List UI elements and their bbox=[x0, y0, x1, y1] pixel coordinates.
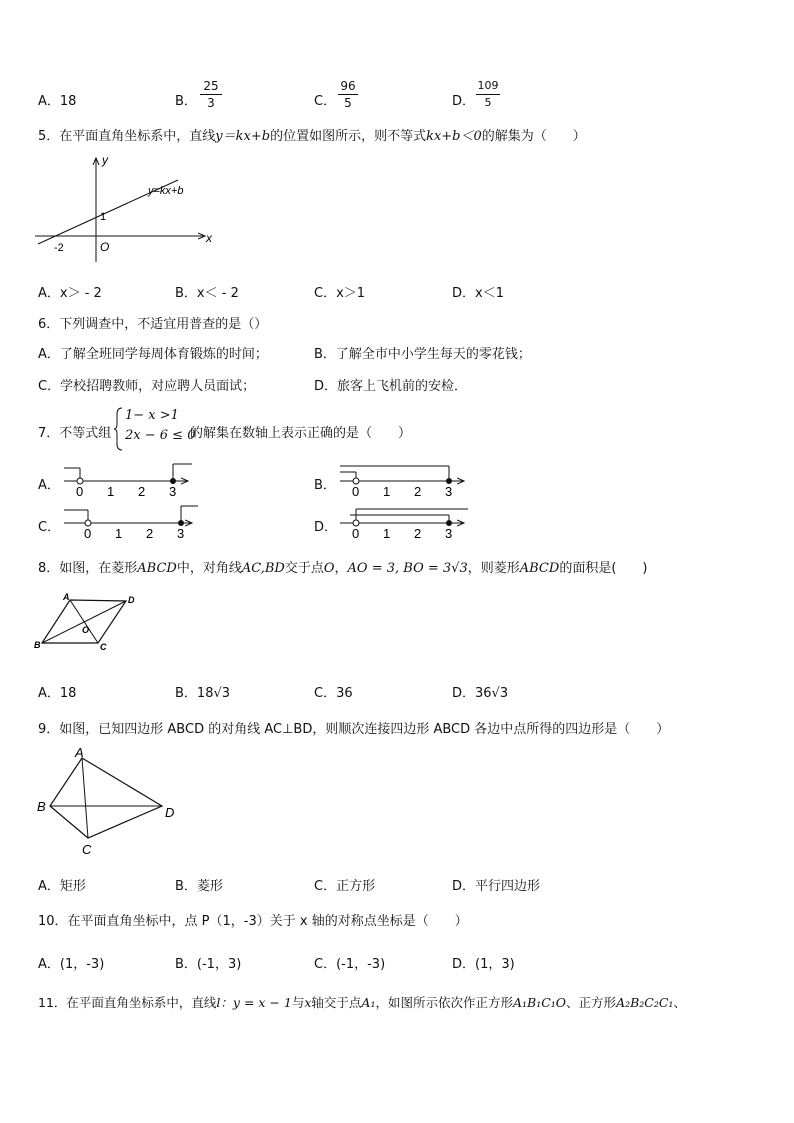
q7-d-tick-2: 2 bbox=[414, 526, 422, 541]
q8-stem-abcd-2: ABCD bbox=[519, 561, 560, 576]
q8-stem-pre: 8．如图，在菱形 bbox=[38, 561, 138, 576]
q11-line-name: l： bbox=[216, 995, 233, 1010]
q8-stem-abcd: ABCD bbox=[137, 561, 177, 576]
q7-option-c-label: C． bbox=[38, 520, 61, 535]
q11-point-a1: A₁ bbox=[361, 995, 376, 1010]
q9-quadrilateral-figure bbox=[34, 746, 184, 858]
q5-x-label: x bbox=[206, 231, 212, 245]
q8-stem-end: 的面积是( ) bbox=[559, 561, 648, 576]
q10-option-b: B．(-1，3) bbox=[175, 957, 242, 972]
q5-option-d: D．x＜1 bbox=[452, 286, 504, 301]
q8-label-a: A bbox=[63, 592, 70, 602]
q4-b-numerator: 25 bbox=[203, 79, 219, 93]
q7-d-tick-1: 1 bbox=[383, 526, 391, 541]
q8-label-o: O bbox=[82, 625, 90, 635]
q8-stem-mid2: 交于点 bbox=[284, 561, 324, 576]
q7-d-tick-0: 0 bbox=[352, 526, 360, 541]
q9-option-d: D．平行四边形 bbox=[452, 879, 541, 894]
q7-d-tick-3: 3 bbox=[445, 526, 453, 541]
q10-option-c: C．(-1，-3) bbox=[314, 957, 386, 972]
q9-option-b: B．菱形 bbox=[175, 879, 223, 894]
q11-stem-end: 、 bbox=[673, 995, 686, 1010]
q7-c-tick-1: 1 bbox=[115, 526, 123, 541]
q9-label-c: C bbox=[82, 842, 92, 857]
q4-option-b-label: B． bbox=[175, 94, 197, 109]
q7-b-tick-1: 1 bbox=[383, 484, 391, 499]
q4-option-c-fraction bbox=[338, 80, 358, 109]
q4-b-denominator: 3 bbox=[207, 96, 215, 110]
q5-stem bbox=[38, 125, 586, 144]
q7-b-tick-2: 2 bbox=[414, 484, 422, 499]
q8-stem-diagonals: AC,BD bbox=[241, 561, 285, 576]
q11-square-2: A₂B₂C₂C₁ bbox=[616, 995, 674, 1010]
q9-stem: 9．如图，已知四边形 ABCD 的对角线 AC⊥BD，则顺次连接四边形 ABCD 各边中点所得的四边形是（ ） bbox=[38, 722, 670, 737]
q7-option-b-numberline bbox=[336, 460, 476, 500]
q11-stem-pre: 11．在平面直角坐标系中，直线 bbox=[38, 995, 217, 1010]
q7-stem-post: 的解集在数轴上表示正确的是（ ） bbox=[190, 426, 412, 441]
q5-origin-label: O bbox=[100, 240, 110, 254]
q7-b-tick-3: 3 bbox=[445, 484, 453, 499]
q8-label-b: B bbox=[34, 640, 41, 650]
q7-a-tick-2: 2 bbox=[138, 484, 146, 499]
q7-c-tick-0: 0 bbox=[84, 526, 92, 541]
q8-stem-o: O bbox=[323, 561, 335, 576]
q4-d-numerator: 109 bbox=[477, 79, 499, 92]
q11-stem-mid3: ，如图所示依次作正方形 bbox=[375, 995, 513, 1010]
q5-stem-end: 的解集为（ ） bbox=[481, 129, 586, 144]
q5-intercept-1: 1 bbox=[100, 211, 107, 223]
q11-stem-mid: 与 bbox=[291, 995, 305, 1010]
q5-option-b: B．x＜ - 2 bbox=[175, 286, 239, 301]
q8-stem: 8．如图，在菱形ABCD中，对角线AC,BD交于点O，AO = 3, BO = 3√3，则菱形ABCD的面积是( ) bbox=[38, 561, 648, 576]
q4-c-numerator: 96 bbox=[340, 79, 356, 93]
q5-option-a: A．x＞ - 2 bbox=[38, 286, 102, 301]
q7-system-line2: 2x − 6 ≤ 0 bbox=[125, 428, 196, 443]
q5-intercept-neg2: -2 bbox=[54, 242, 64, 254]
q7-c-tick-2: 2 bbox=[146, 526, 154, 541]
q5-stem-equation: y＝kx+b bbox=[215, 129, 271, 144]
q7-option-b-label: B． bbox=[314, 478, 336, 493]
q8-option-c: C．36 bbox=[314, 686, 353, 701]
q5-stem-mid: 的位置如图所示，则不等式 bbox=[270, 129, 427, 144]
q4-option-b-fraction bbox=[200, 80, 222, 109]
q4-option-a: A．18 bbox=[38, 94, 77, 109]
q10-stem: 10．在平面直角坐标中，点 P（1，-3）关于 x 轴的对称点坐标是（ ） bbox=[38, 914, 468, 929]
q7-b-tick-0: 0 bbox=[352, 484, 360, 499]
q4-option-d-fraction bbox=[476, 80, 500, 109]
q11-stem-mid2: 轴交于点 bbox=[311, 995, 362, 1010]
q8-option-d: D．36√3 bbox=[452, 686, 509, 701]
q4-option-d-label: D． bbox=[452, 94, 476, 109]
q10-option-a: A．(1，-3) bbox=[38, 957, 105, 972]
q7-option-d-label: D． bbox=[314, 520, 338, 535]
q5-y-label: y bbox=[102, 153, 108, 167]
q11-x: x bbox=[304, 995, 312, 1010]
q7-brace bbox=[114, 406, 124, 452]
q7-a-tick-3: 3 bbox=[169, 484, 177, 499]
q11-equation: y = x − 1 bbox=[232, 995, 292, 1010]
q7-option-c-numberline bbox=[60, 502, 205, 542]
q7-option-a-label: A． bbox=[38, 478, 60, 493]
q9-label-d: D bbox=[165, 805, 175, 820]
q7-a-tick-0: 0 bbox=[76, 484, 84, 499]
q8-label-d: D bbox=[128, 595, 135, 605]
q5-line-label: y=kx+b bbox=[148, 185, 184, 197]
q4-c-denominator: 5 bbox=[344, 96, 352, 110]
q5-coordinate-figure bbox=[30, 150, 230, 270]
q8-rhombus-figure bbox=[30, 588, 145, 656]
q9-label-b: B bbox=[37, 799, 46, 814]
q6-option-b: B．了解全市中小学生每天的零花钱； bbox=[314, 347, 531, 362]
q6-option-a: A．了解全班同学每周体育锻炼的时间； bbox=[38, 347, 268, 362]
q5-option-c: C．x＞1 bbox=[314, 286, 366, 301]
q11-square-1: A₁B₁C₁O bbox=[512, 995, 567, 1010]
q7-stem-pre: 7．不等式组 bbox=[38, 426, 112, 441]
q9-label-a: A bbox=[75, 746, 84, 760]
q5-stem-inequality: kx+b＜0 bbox=[426, 129, 482, 144]
q7-a-tick-1: 1 bbox=[107, 484, 115, 499]
q5-stem-num: 5．在平面直角坐标系中，直线 bbox=[38, 129, 216, 144]
q4-option-c-label: C． bbox=[314, 94, 337, 109]
q8-option-b: B．18√3 bbox=[175, 686, 231, 701]
q9-option-c: C．正方形 bbox=[314, 879, 376, 894]
q10-option-d: D．(1，3) bbox=[452, 957, 515, 972]
q8-option-a: A．18 bbox=[38, 686, 77, 701]
q7-option-a-numberline bbox=[60, 460, 200, 500]
q8-stem-mid1: 中，对角线 bbox=[176, 561, 242, 576]
q8-label-c: C bbox=[100, 642, 107, 652]
q9-option-a: A．矩形 bbox=[38, 879, 86, 894]
q6-option-c: C．学校招聘教师，对应聘人员面试； bbox=[38, 379, 256, 394]
q6-stem: 6．下列调查中，不适宜用普查的是（） bbox=[38, 317, 268, 332]
q7-option-d-numberline bbox=[336, 502, 476, 542]
q11-stem bbox=[38, 993, 686, 1011]
q7-system-line1: 1− x >1 bbox=[125, 408, 179, 423]
q4-d-denominator: 5 bbox=[484, 96, 492, 109]
q11-stem-mid4: 、正方形 bbox=[566, 995, 617, 1010]
q8-stem-values: AO = 3, BO = 3√3 bbox=[347, 561, 468, 576]
q7-c-tick-3: 3 bbox=[177, 526, 185, 541]
q8-stem-post: ，则菱形 bbox=[467, 561, 520, 576]
q6-option-d: D．旅客上飞机前的安检． bbox=[314, 379, 468, 394]
